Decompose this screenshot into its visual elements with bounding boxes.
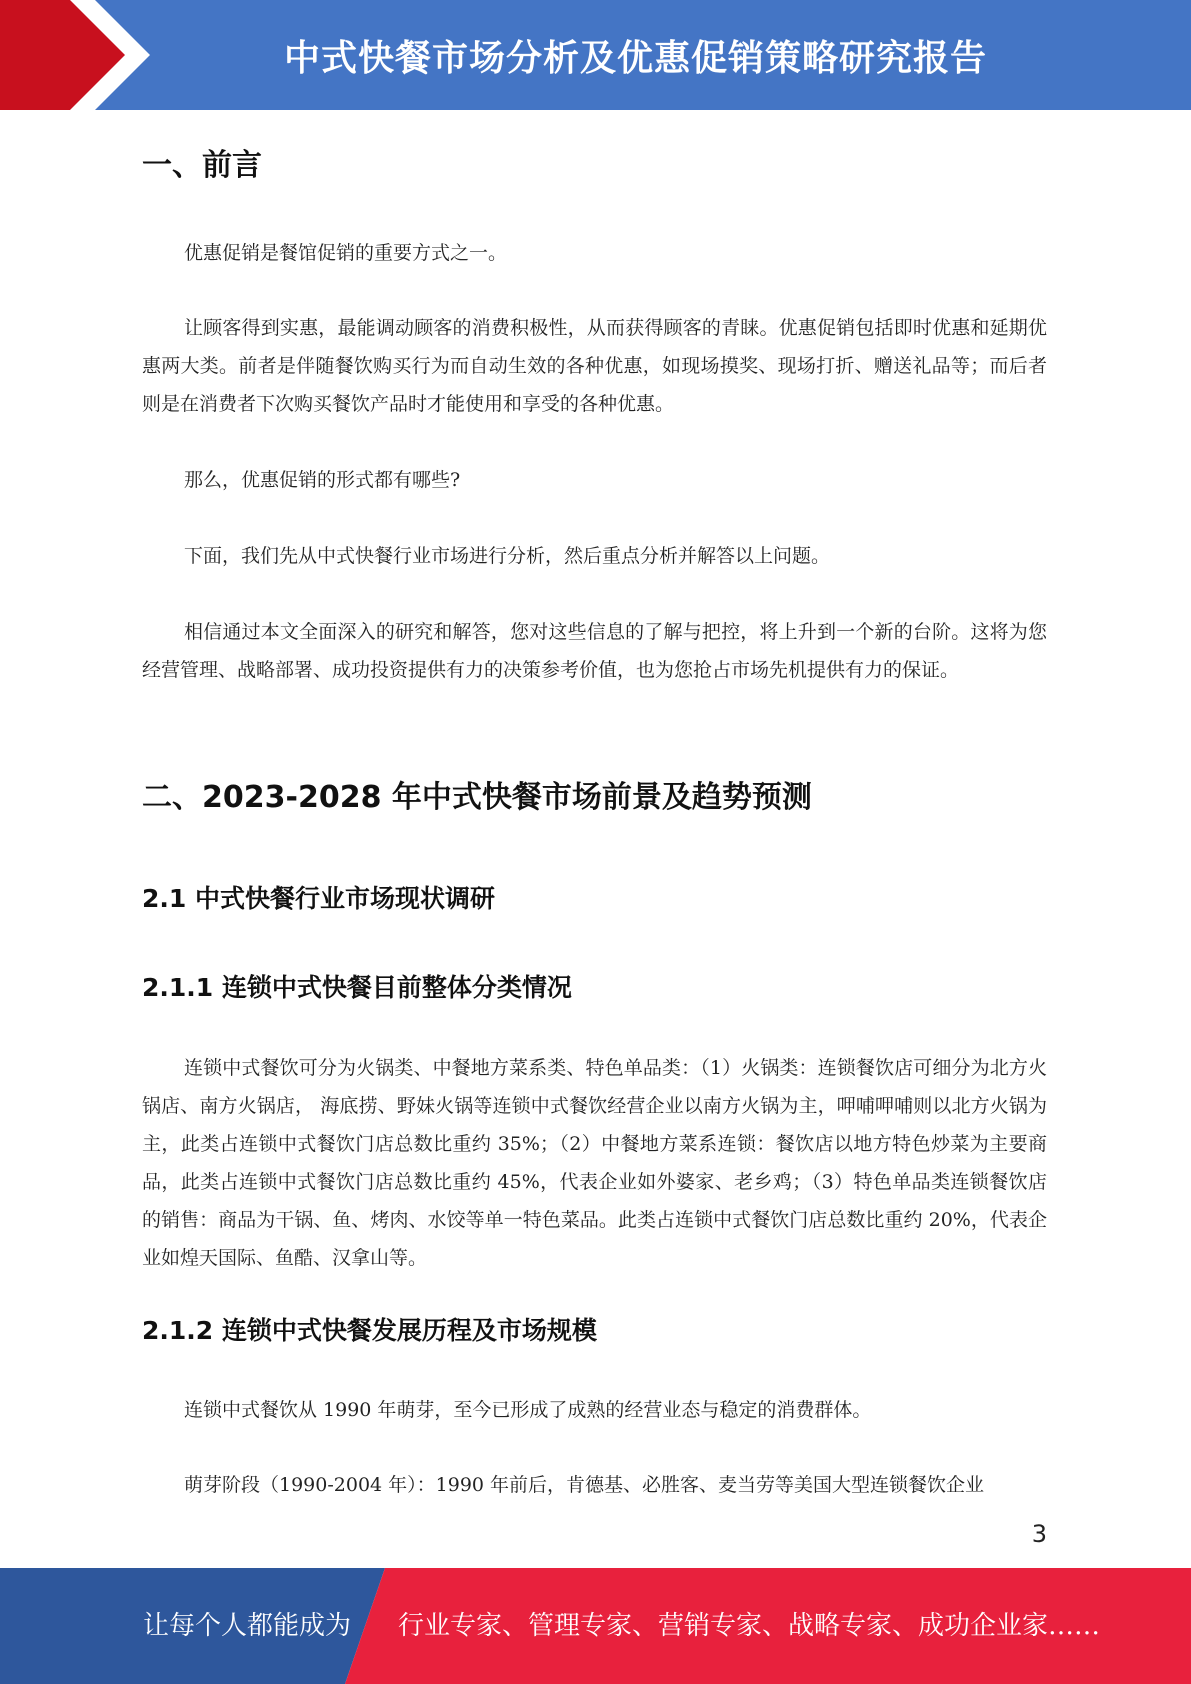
paragraph: 萌芽阶段（1990-2004 年）：1990 年前后，肯德基、必胜客、麦当劳等美国大型连锁餐饮企业 (184, 1474, 985, 1496)
section-heading-forecast: 二、2023-2028 年中式快餐市场前景及趋势预测 (142, 780, 812, 815)
page-number: 3 (1031, 1520, 1047, 1548)
paragraph: 连锁中式餐饮从 1990 年萌芽，至今已形成了成熟的经营业态与稳定的消费群体。 (184, 1399, 872, 1421)
paragraph: 相信通过本文全面深入的研究和解答，您对这些信息的了解与把控，将上升到一个新的台阶。这将为您经营管理、战略部署、成功投资提供有力的决策参考价值，也为您抢占市场先机提供有力的保证。 (142, 621, 1047, 681)
document-title: 中式快餐市场分析及优惠促销策略研究报告 (283, 37, 987, 79)
footer-slogan-left: 让每个人都能成为 (143, 1611, 352, 1641)
section-heading-preface: 一、前言 (142, 148, 262, 183)
paragraph: 连锁中式餐饮可分为火锅类、中餐地方菜系类、特色单品类：（1）火锅类：连锁餐饮店可细分为北方火锅店、南方火锅店， 海底捞、野妹火锅等连锁中式餐饮经营企业以南方火锅为主，呷哺呷哺则以北方火锅为主，此类占连锁中式餐饮门店总数比重约 35%；（2）中餐地方菜系连锁：餐饮店以地方特色炒菜为主要商品，此类占连锁中式餐饮门店总数比重约 45%，代表企业如外婆家、老乡鸡；（3）特色单品类连锁餐饮店的销售：商品为干锅、鱼、烤肉、水饺等单一特色菜品。此类占连锁中式餐饮门店总数比重约 20%，代表企业如煌天国际、鱼酷、汉拿山等。 (142, 1057, 1047, 1269)
subsection-heading: 2.1 中式快餐行业市场现状调研 (142, 884, 495, 913)
footer-banner (0, 1568, 1191, 1684)
paragraph: 那么，优惠促销的形式都有哪些? (184, 469, 461, 491)
paragraph: 让顾客得到实惠，最能调动顾客的消费积极性，从而获得顾客的青睐。优惠促销包括即时优惠和延期优惠两大类。前者是伴随餐饮购买行为而自动生效的各种优惠，如现场摸奖、现场打折、赠送礼品等；而后者则是在消费者下次购买餐饮产品时才能使用和享受的各种优惠。 (142, 317, 1047, 415)
header-arrow-decoration (0, 0, 160, 110)
subsection-heading: 2.1.2 连锁中式快餐发展历程及市场规模 (142, 1316, 597, 1345)
footer-slogan-right: 行业专家、管理专家、营销专家、战略专家、成功企业家…… (398, 1611, 1101, 1641)
subsection-heading: 2.1.1 连锁中式快餐目前整体分类情况 (142, 973, 572, 1002)
paragraph: 下面，我们先从中式快餐行业市场进行分析，然后重点分析并解答以上问题。 (184, 545, 831, 567)
header-banner (0, 0, 1191, 110)
paragraph: 优惠促销是餐馆促销的重要方式之一。 (184, 242, 508, 264)
